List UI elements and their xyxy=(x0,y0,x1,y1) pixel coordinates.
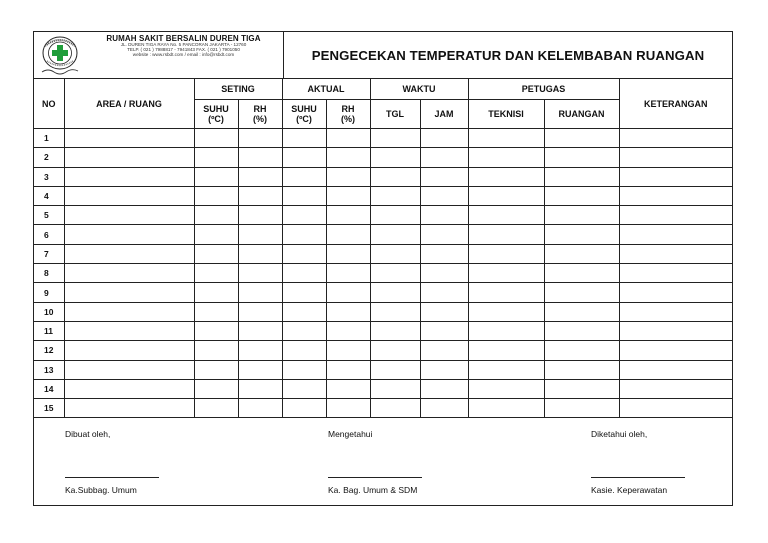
table-row xyxy=(34,302,732,321)
aktual-rh-cell[interactable] xyxy=(326,264,370,283)
teknisi-cell[interactable] xyxy=(468,399,544,418)
row-number: 15 xyxy=(34,399,64,418)
teknisi-cell[interactable] xyxy=(468,283,544,302)
table-row xyxy=(34,321,732,340)
teknisi-cell[interactable] xyxy=(468,206,544,225)
aktual-suhu-cell[interactable] xyxy=(282,186,326,205)
seting-rh-cell[interactable] xyxy=(238,244,282,263)
seting-suhu-cell[interactable] xyxy=(194,148,238,167)
tgl-cell[interactable] xyxy=(370,399,420,418)
area-cell[interactable] xyxy=(64,186,194,205)
ruangan-cell[interactable] xyxy=(544,244,619,263)
ruangan-cell[interactable] xyxy=(544,129,619,148)
document-title: PENGECEKAN TEMPERATUR DAN KELEMBABAN RUANGAN xyxy=(311,47,705,63)
teknisi-cell[interactable] xyxy=(468,225,544,244)
petugas-ruangan-header: RUANGAN xyxy=(544,100,619,129)
row-number: 3 xyxy=(34,167,64,186)
seting-rh-cell[interactable] xyxy=(238,129,282,148)
seting-suhu-cell[interactable] xyxy=(194,302,238,321)
teknisi-cell[interactable] xyxy=(468,302,544,321)
col-area-header: AREA / RUANG xyxy=(64,79,194,129)
jam-cell[interactable] xyxy=(420,399,468,418)
seting-rh-cell[interactable] xyxy=(238,302,282,321)
aktual-suhu-cell[interactable] xyxy=(282,244,326,263)
row-number: 13 xyxy=(34,360,64,379)
aktual-rh-cell[interactable] xyxy=(326,341,370,360)
area-cell[interactable] xyxy=(64,129,194,148)
teknisi-cell[interactable] xyxy=(468,244,544,263)
teknisi-cell[interactable] xyxy=(468,341,544,360)
keterangan-cell[interactable] xyxy=(619,341,732,360)
table-row xyxy=(34,148,732,167)
row-number: 14 xyxy=(34,379,64,398)
col-no-header: NO xyxy=(34,79,64,129)
signature-role-right: Kasie. Keperawatan xyxy=(591,485,668,495)
area-cell[interactable] xyxy=(64,302,194,321)
area-cell[interactable] xyxy=(64,379,194,398)
table-row xyxy=(34,360,732,379)
aktual-suhu-cell[interactable] xyxy=(282,302,326,321)
seting-rh-cell[interactable] xyxy=(238,399,282,418)
keterangan-cell[interactable] xyxy=(619,244,732,263)
aktual-suhu-cell[interactable] xyxy=(282,360,326,379)
tgl-cell[interactable] xyxy=(370,379,420,398)
tgl-cell[interactable] xyxy=(370,129,420,148)
area-cell[interactable] xyxy=(64,244,194,263)
row-number: 8 xyxy=(34,264,64,283)
keterangan-cell[interactable] xyxy=(619,129,732,148)
table-row xyxy=(34,129,732,148)
tgl-cell[interactable] xyxy=(370,264,420,283)
row-number: 7 xyxy=(34,244,64,263)
jam-cell[interactable] xyxy=(420,264,468,283)
row-number: 12 xyxy=(34,341,64,360)
jam-cell[interactable] xyxy=(420,283,468,302)
hospital-address: JL. DUREN TIGA RAYA No. 5 PANCORAN JAKARTA - 12760 xyxy=(120,42,247,48)
seting-suhu-cell[interactable] xyxy=(194,360,238,379)
aktual-rh-cell[interactable] xyxy=(326,244,370,263)
table-row xyxy=(34,244,732,263)
seting-suhu-cell[interactable] xyxy=(194,244,238,263)
area-cell[interactable] xyxy=(64,283,194,302)
area-cell[interactable] xyxy=(64,399,194,418)
seting-rh-cell[interactable] xyxy=(238,225,282,244)
tgl-cell[interactable] xyxy=(370,148,420,167)
row-number: 11 xyxy=(34,321,64,340)
row-number: 4 xyxy=(34,186,64,205)
ruangan-cell[interactable] xyxy=(544,399,619,418)
area-cell[interactable] xyxy=(64,341,194,360)
aktual-rh-header: RH (%) xyxy=(326,100,370,129)
signature-label-middle: Mengetahui xyxy=(328,429,373,439)
jam-cell[interactable] xyxy=(420,244,468,263)
seting-rh-cell[interactable] xyxy=(238,167,282,186)
jam-cell[interactable] xyxy=(420,341,468,360)
keterangan-cell[interactable] xyxy=(619,206,732,225)
teknisi-cell[interactable] xyxy=(468,379,544,398)
ruangan-cell[interactable] xyxy=(544,321,619,340)
col-aktual-header: AKTUAL xyxy=(282,79,370,100)
tgl-cell[interactable] xyxy=(370,341,420,360)
signature-label-left: Dibuat oleh, xyxy=(65,429,111,439)
table-row xyxy=(34,283,732,302)
jam-cell[interactable] xyxy=(420,186,468,205)
ruangan-cell[interactable] xyxy=(544,264,619,283)
waktu-tgl-header: TGL xyxy=(370,100,420,129)
log-table xyxy=(34,79,732,418)
seting-suhu-cell[interactable] xyxy=(194,186,238,205)
keterangan-cell[interactable] xyxy=(619,264,732,283)
aktual-rh-cell[interactable] xyxy=(326,186,370,205)
hospital-letterhead xyxy=(34,32,284,78)
keterangan-cell[interactable] xyxy=(619,225,732,244)
tgl-cell[interactable] xyxy=(370,206,420,225)
seting-rh-cell[interactable] xyxy=(238,321,282,340)
tgl-cell[interactable] xyxy=(370,321,420,340)
area-cell[interactable] xyxy=(64,321,194,340)
aktual-suhu-cell[interactable] xyxy=(282,283,326,302)
jam-cell[interactable] xyxy=(420,321,468,340)
jam-cell[interactable] xyxy=(420,360,468,379)
ruangan-cell[interactable] xyxy=(544,360,619,379)
seting-suhu-cell[interactable] xyxy=(194,379,238,398)
signature-line-right xyxy=(591,477,685,478)
teknisi-cell[interactable] xyxy=(468,148,544,167)
area-cell[interactable] xyxy=(64,225,194,244)
tgl-cell[interactable] xyxy=(370,167,420,186)
signature-line-middle xyxy=(328,477,422,478)
seting-rh-cell[interactable] xyxy=(238,206,282,225)
teknisi-cell[interactable] xyxy=(468,186,544,205)
aktual-suhu-cell[interactable] xyxy=(282,321,326,340)
seting-rh-cell[interactable] xyxy=(238,283,282,302)
seting-suhu-header: SUHU (ºC) xyxy=(194,100,238,129)
aktual-suhu-cell[interactable] xyxy=(282,206,326,225)
row-number: 1 xyxy=(34,129,64,148)
aktual-rh-cell[interactable] xyxy=(326,206,370,225)
ruangan-cell[interactable] xyxy=(544,148,619,167)
aktual-suhu-cell[interactable] xyxy=(282,341,326,360)
hospital-website: website : www.rsbdt.com / email : info@rsbdt.com xyxy=(132,52,235,58)
jam-cell[interactable] xyxy=(420,206,468,225)
col-petugas-header: PETUGAS xyxy=(468,79,619,100)
seting-rh-header: RH (%) xyxy=(238,100,282,129)
tgl-cell[interactable] xyxy=(370,283,420,302)
jam-cell[interactable] xyxy=(420,302,468,321)
teknisi-cell[interactable] xyxy=(468,321,544,340)
aktual-suhu-cell[interactable] xyxy=(282,225,326,244)
signature-section xyxy=(34,419,732,505)
aktual-rh-cell[interactable] xyxy=(326,399,370,418)
area-cell[interactable] xyxy=(64,264,194,283)
jam-cell[interactable] xyxy=(420,129,468,148)
col-waktu-header: WAKTU xyxy=(370,79,468,100)
jam-cell[interactable] xyxy=(420,167,468,186)
seting-suhu-cell[interactable] xyxy=(194,206,238,225)
keterangan-cell[interactable] xyxy=(619,379,732,398)
seting-suhu-cell[interactable] xyxy=(194,129,238,148)
hospital-phone: TELP. ( 021 ) 7988817 - 7941843 FAX. ( 021 ) 7901050 xyxy=(127,47,240,53)
aktual-rh-cell[interactable] xyxy=(326,360,370,379)
tgl-cell[interactable] xyxy=(370,244,420,263)
aktual-rh-cell[interactable] xyxy=(326,167,370,186)
ruangan-cell[interactable] xyxy=(544,302,619,321)
tgl-cell[interactable] xyxy=(370,186,420,205)
aktual-suhu-header: SUHU (ºC) xyxy=(282,100,326,129)
signature-label-right: Diketahui oleh, xyxy=(591,429,648,439)
table-row xyxy=(34,225,732,244)
table-row xyxy=(34,379,732,398)
waktu-jam-header: JAM xyxy=(420,100,468,129)
aktual-rh-cell[interactable] xyxy=(326,379,370,398)
area-cell[interactable] xyxy=(64,148,194,167)
row-number: 6 xyxy=(34,225,64,244)
area-cell[interactable] xyxy=(64,360,194,379)
hospital-logo xyxy=(38,34,82,76)
seting-rh-cell[interactable] xyxy=(238,379,282,398)
aktual-suhu-cell[interactable] xyxy=(282,148,326,167)
keterangan-cell[interactable] xyxy=(619,167,732,186)
row-number: 9 xyxy=(34,283,64,302)
keterangan-cell[interactable] xyxy=(619,186,732,205)
aktual-rh-cell[interactable] xyxy=(326,321,370,340)
keterangan-cell[interactable] xyxy=(619,360,732,379)
seting-suhu-cell[interactable] xyxy=(194,283,238,302)
seting-rh-cell[interactable] xyxy=(238,341,282,360)
temperature-humidity-form xyxy=(33,31,733,506)
signature-role-middle: Ka. Bag. Umum & SDM xyxy=(328,485,418,495)
seting-suhu-cell[interactable] xyxy=(194,399,238,418)
ruangan-cell[interactable] xyxy=(544,186,619,205)
seting-suhu-cell[interactable] xyxy=(194,264,238,283)
aktual-rh-cell[interactable] xyxy=(326,302,370,321)
aktual-rh-cell[interactable] xyxy=(326,129,370,148)
aktual-suhu-cell[interactable] xyxy=(282,129,326,148)
teknisi-cell[interactable] xyxy=(468,167,544,186)
table-row xyxy=(34,399,732,418)
area-cell[interactable] xyxy=(64,167,194,186)
aktual-rh-cell[interactable] xyxy=(326,148,370,167)
keterangan-cell[interactable] xyxy=(619,399,732,418)
keterangan-cell[interactable] xyxy=(619,302,732,321)
aktual-suhu-cell[interactable] xyxy=(282,264,326,283)
tgl-cell[interactable] xyxy=(370,302,420,321)
aktual-rh-cell[interactable] xyxy=(326,283,370,302)
aktual-suhu-cell[interactable] xyxy=(282,167,326,186)
teknisi-cell[interactable] xyxy=(468,129,544,148)
ruangan-cell[interactable] xyxy=(544,341,619,360)
aktual-suhu-cell[interactable] xyxy=(282,379,326,398)
seting-rh-cell[interactable] xyxy=(238,148,282,167)
petugas-teknisi-header: TEKNISI xyxy=(468,100,544,129)
tgl-cell[interactable] xyxy=(370,225,420,244)
col-keterangan-header: KETERANGAN xyxy=(619,79,732,129)
seting-suhu-cell[interactable] xyxy=(194,341,238,360)
row-number: 2 xyxy=(34,148,64,167)
teknisi-cell[interactable] xyxy=(468,360,544,379)
seting-suhu-cell[interactable] xyxy=(194,167,238,186)
seting-rh-cell[interactable] xyxy=(238,360,282,379)
keterangan-cell[interactable] xyxy=(619,148,732,167)
jam-cell[interactable] xyxy=(420,225,468,244)
seting-suhu-cell[interactable] xyxy=(194,225,238,244)
seting-suhu-cell[interactable] xyxy=(194,321,238,340)
aktual-rh-cell[interactable] xyxy=(326,225,370,244)
tgl-cell[interactable] xyxy=(370,360,420,379)
ruangan-cell[interactable] xyxy=(544,167,619,186)
form-header xyxy=(34,32,732,79)
aktual-suhu-cell[interactable] xyxy=(282,399,326,418)
row-number: 5 xyxy=(34,206,64,225)
jam-cell[interactable] xyxy=(420,379,468,398)
area-cell[interactable] xyxy=(64,206,194,225)
signature-role-left: Ka.Subbag. Umum xyxy=(65,485,137,495)
table-body xyxy=(34,129,732,418)
table-row xyxy=(34,264,732,283)
ruangan-cell[interactable] xyxy=(544,206,619,225)
table-row xyxy=(34,167,732,186)
table-row xyxy=(34,341,732,360)
ruangan-cell[interactable] xyxy=(544,225,619,244)
table-row xyxy=(34,206,732,225)
row-number: 10 xyxy=(34,302,64,321)
seting-rh-cell[interactable] xyxy=(238,186,282,205)
teknisi-cell[interactable] xyxy=(468,264,544,283)
seting-rh-cell[interactable] xyxy=(238,264,282,283)
table-row xyxy=(34,186,732,205)
hospital-name: RUMAH SAKIT BERSALIN DUREN TIGA xyxy=(106,34,261,43)
jam-cell[interactable] xyxy=(420,148,468,167)
col-seting-header: SETING xyxy=(194,79,282,100)
keterangan-cell[interactable] xyxy=(619,321,732,340)
ruangan-cell[interactable] xyxy=(544,379,619,398)
ruangan-cell[interactable] xyxy=(544,283,619,302)
keterangan-cell[interactable] xyxy=(619,283,732,302)
signature-line-left xyxy=(65,477,159,478)
